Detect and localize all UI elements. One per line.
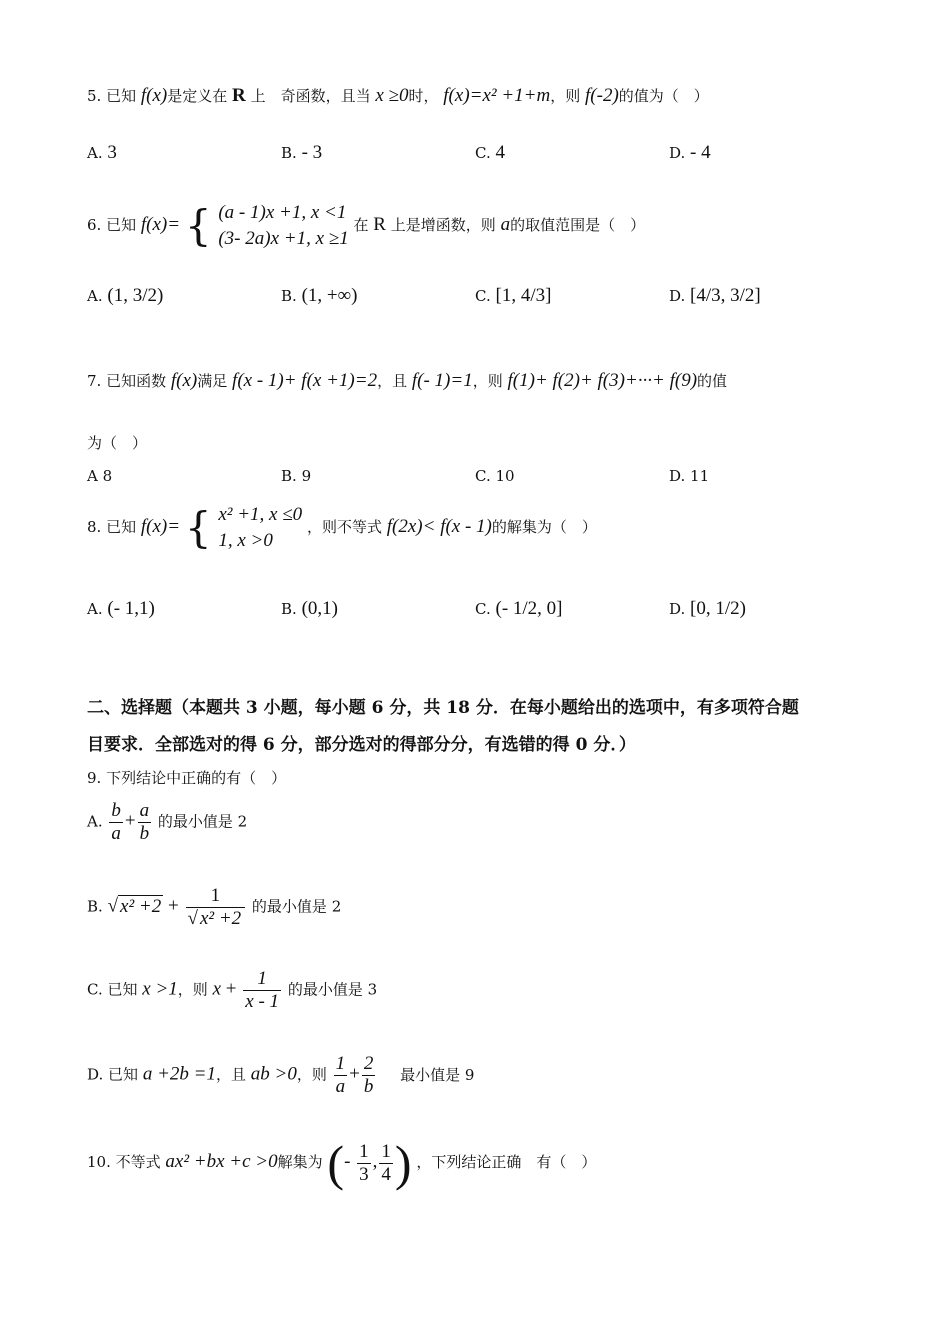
q9-option-c: C. 已知 x >1，则 x + $\frac{1}{x - 1}$ 的最小值是 3 (87, 968, 378, 1012)
q7-option-c: C. 10 (475, 467, 515, 485)
q7-text3: ，则 (472, 372, 503, 390)
q6-option-b: B. (1, +∞) (281, 285, 358, 306)
q5-fx: f(x) (140, 85, 168, 106)
q5-R: R (232, 85, 246, 106)
q5-fm2: f(-2) (585, 85, 619, 106)
q8-case1: x² +1, x ≤0 (218, 504, 303, 525)
question-7 (87, 370, 727, 392)
q8-ineq: f(2x)< f(x - 1) (386, 516, 492, 537)
q5-option-b: B. - 3 (281, 142, 323, 163)
question-6 (87, 200, 645, 252)
q5-text5: 的值为（ ） (618, 87, 709, 105)
question-10: 10. 不等式 ax² +bx +c >0解集为 (- $\frac{1}{3}$ , $\frac{1}{4}$ ) ，下列结论正确 有（ ） (87, 1135, 597, 1191)
q6-cases (218, 200, 348, 252)
q7-text4: 的值 (697, 372, 728, 390)
section-2-heading-line1: 二、选择题（本题共 3 小题，每小题 6 分，共 18 分．在每小题给出的选项中，有多项符合题 (87, 698, 799, 718)
q7-sum: f(1)+ f(2)+ f(3)+···+ f(9) (507, 370, 698, 391)
q6-option-d: D. [4/3, 3/2] (669, 285, 761, 306)
q5-text1: 是定义在 (167, 87, 228, 105)
q5-number: 5. 已知 (87, 87, 137, 105)
q9b-frac: $\frac{1}{\text{√ x² +2}}$ (186, 885, 246, 930)
q7-continuation: 为（ ） (87, 434, 148, 452)
q9d-frac-2-over-b: $\frac{2}{b}$ (363, 1053, 374, 1097)
q9-option-b: B. √ x² +2 + $\frac{1}{\text{√ x² +2}}$ 的最小值是 2 (87, 885, 342, 929)
q6-brace: { (184, 201, 212, 250)
q6-case2: (3- 2a)x +1, x ≥1 (218, 228, 349, 249)
q6-a: a (500, 214, 511, 235)
q9-stem: 9. 下列结论中正确的有（ ） (87, 769, 287, 787)
q5-option-a: A. 3 (87, 142, 117, 163)
q9-option-d: D. 已知 a +2b =1，且 ab >0，则 $\frac{1}{a}$ + $\frac{2}{b}$ 最小值是 9 (87, 1053, 475, 1097)
q6-number: 6. 已知 (87, 216, 137, 234)
q7-option-a: A 8 (87, 467, 113, 485)
q7-cond: f(- 1)=1 (411, 370, 473, 391)
question-5 (87, 85, 709, 107)
q10-text1: 解集为 (277, 1153, 323, 1171)
q10-frac-1-4: $\frac{1}{4}$ (381, 1140, 391, 1185)
q5-cond: x ≥0 (375, 85, 409, 106)
q6-text3: 的取值范围是（ ） (510, 216, 646, 234)
q6-text2: 上是增函数，则 (390, 216, 496, 234)
q7-eq: f(x - 1)+ f(x +1)=2 (232, 370, 378, 391)
q5-expr: f(x)=x² +1+m (443, 85, 551, 106)
q8-number: 8. 已知 (87, 518, 137, 536)
q9a-frac-a-over-b: $\frac{a}{b}$ (139, 800, 150, 844)
q7-option-d: D. 11 (669, 467, 710, 485)
q7-option-b: B. 9 (281, 467, 312, 485)
q7-text2: ，且 (377, 372, 408, 390)
q6-option-a: A. (1, 3/2) (87, 285, 164, 306)
q5-option-c: C. 4 (475, 142, 505, 163)
q5-text3: 时， (408, 87, 439, 105)
q9-option-a: A. $\frac{b}{a}$ + $\frac{a}{b}$ 的最小值是 2 (87, 800, 248, 844)
section-2-heading-line2: 目要求．全部选对的得 6 分，部分选对的得部分分，有选错的得 0 分．） (87, 735, 636, 755)
q8-text1: ，则不等式 (306, 518, 382, 536)
q7-number: 7. 已知函数 (87, 372, 167, 390)
q8-option-b: B. (0,1) (281, 598, 338, 619)
q8-fx: f(x)= (140, 516, 181, 537)
q8-case2: 1, x >0 (218, 530, 273, 551)
q5-text2: 上 奇函数，且当 (250, 87, 371, 105)
q6-text1: 在 (353, 216, 369, 234)
q6-R: R (373, 214, 386, 235)
q8-text2: 的解集为（ ） (491, 518, 597, 536)
q9c-frac: $\frac{1}{x - 1}$ (245, 968, 280, 1012)
question-8 (87, 502, 597, 554)
q7-text1: 满足 (197, 372, 228, 390)
q10-frac-1-3: $\frac{1}{3}$ (359, 1140, 369, 1185)
q10-number: 10. 不等式 (87, 1153, 161, 1171)
q7-fx: f(x) (170, 370, 198, 391)
q10-text2: ，下列结论正确 有（ ） (416, 1153, 597, 1171)
q9a-frac-b-over-a: $\frac{b}{a}$ (111, 800, 121, 844)
q6-option-c: C. [1, 4/3] (475, 285, 552, 306)
q8-option-c: C. (- 1/2, 0] (475, 598, 563, 619)
q5-text4: ，则 (550, 87, 581, 105)
q9d-frac-1-over-a: $\frac{1}{a}$ (335, 1053, 346, 1097)
q8-option-a: A. (- 1,1) (87, 598, 155, 619)
q10-ineq: ax² +bx +c >0 (165, 1151, 278, 1172)
q8-option-d: D. [0, 1/2) (669, 598, 746, 619)
q8-cases (218, 502, 302, 554)
q8-brace: { (184, 503, 212, 552)
q6-case1: (a - 1)x +1, x <1 (218, 202, 347, 223)
q5-option-d: D. - 4 (669, 142, 711, 163)
q6-fx: f(x)= (140, 214, 181, 235)
